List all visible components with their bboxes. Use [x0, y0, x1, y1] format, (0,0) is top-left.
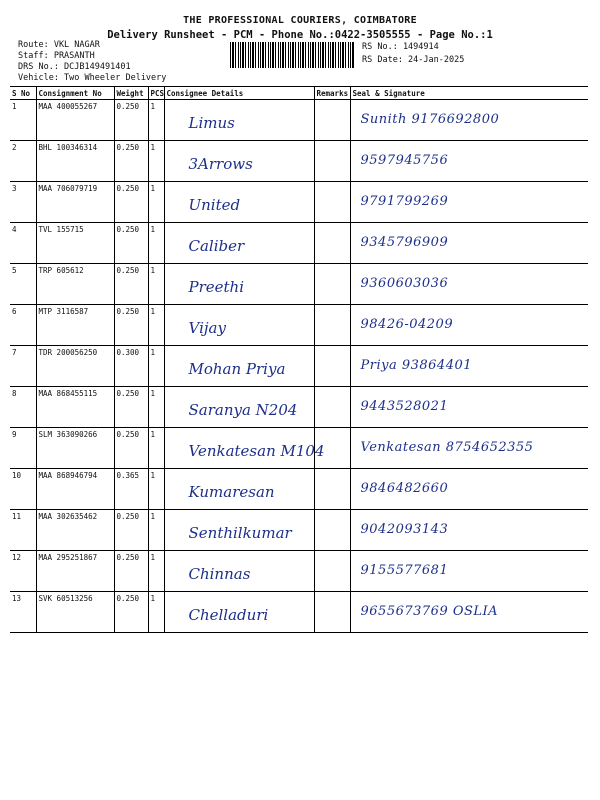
pcs-value: 1: [150, 102, 156, 111]
consignment-number: MAA 302635462: [38, 512, 98, 521]
col-header-consignment: Consignment No: [36, 87, 114, 100]
pcs-value: 1: [150, 225, 156, 234]
pcs-value: 1: [150, 389, 156, 398]
sheet-title: THE PROFESSIONAL COURIERS, COIMBATORE: [183, 15, 417, 26]
signature-handwriting: 9155577681: [360, 563, 449, 578]
rs-number: RS No.: 1494914: [362, 42, 439, 52]
consignment-number: MAA 400055267: [38, 102, 98, 111]
consignee-handwriting: Venkatesan M104: [188, 442, 325, 460]
remarks-cell: [314, 305, 350, 346]
consignee-handwriting: Kumaresan: [188, 483, 275, 501]
table-header-row: [10, 87, 588, 100]
table-row: [10, 387, 588, 428]
consignment-number: MAA 868455115: [38, 389, 98, 398]
remarks-cell: [314, 346, 350, 387]
consignee-handwriting: Caliber: [188, 237, 245, 255]
table-body: [10, 100, 588, 633]
row-sno: 6: [12, 307, 17, 316]
signature-handwriting: 9360603036: [360, 276, 449, 291]
pcs-value: 1: [150, 512, 156, 521]
row-sno: 13: [12, 594, 22, 603]
col-header-sno: S No: [10, 87, 36, 100]
consignee-handwriting: Chelladuri: [188, 606, 269, 624]
row-sno: 8: [12, 389, 17, 398]
row-sno: 12: [12, 553, 22, 562]
table-row: [10, 346, 588, 387]
consignment-number: MAA 295251867: [38, 553, 98, 562]
weight-value: 0.250: [116, 307, 140, 316]
table-row: [10, 264, 588, 305]
table-row: [10, 592, 588, 633]
row-sno: 5: [12, 266, 17, 275]
table-row: [10, 100, 588, 141]
row-sno: 11: [12, 512, 22, 521]
remarks-cell: [314, 100, 350, 141]
consignee-handwriting: Limus: [188, 114, 235, 132]
consignment-number: MTP 3116587: [38, 307, 89, 316]
table-row: [10, 469, 588, 510]
col-header-remarks: Remarks: [314, 87, 350, 100]
weight-value: 0.300: [116, 348, 140, 357]
weight-value: 0.250: [116, 102, 140, 111]
remarks-cell: [314, 592, 350, 633]
table-row: [10, 141, 588, 182]
delivery-table: [10, 86, 588, 633]
consignee-handwriting: 3Arrows: [188, 155, 253, 173]
pcs-value: 1: [150, 266, 156, 275]
consignment-number: TDR 200056250: [38, 348, 98, 357]
weight-value: 0.250: [116, 430, 140, 439]
table-row: [10, 223, 588, 264]
remarks-cell: [314, 469, 350, 510]
remarks-cell: [314, 141, 350, 182]
row-sno: 1: [12, 102, 17, 111]
consignment-number: SVK 60513256: [38, 594, 93, 603]
signature-handwriting: Sunith 9176692800: [360, 112, 500, 127]
row-sno: 9: [12, 430, 17, 439]
weight-value: 0.250: [116, 594, 140, 603]
col-header-signature: Seal & Signature: [350, 87, 588, 100]
table-row: [10, 182, 588, 223]
signature-handwriting: 98426-04209: [360, 317, 454, 332]
pcs-value: 1: [150, 553, 156, 562]
consignment-number: MAA 706079719: [38, 184, 98, 193]
col-header-pcs: PCS: [148, 87, 164, 100]
weight-value: 0.250: [116, 225, 140, 234]
remarks-cell: [314, 387, 350, 428]
consignment-number: TVL 155715: [38, 225, 84, 234]
row-sno: 4: [12, 225, 17, 234]
consignment-number: TRP 605612: [38, 266, 84, 275]
consignee-handwriting: Chinnas: [188, 565, 251, 583]
runsheet-subtitle: Delivery Runsheet - PCM - Phone No.:0422-3505555 - Page No.:1: [107, 29, 493, 41]
pcs-value: 1: [150, 471, 156, 480]
weight-value: 0.250: [116, 143, 140, 152]
remarks-cell: [314, 551, 350, 592]
weight-value: 0.250: [116, 512, 140, 521]
drs-number: DRS No.: DCJB149491401: [18, 62, 131, 72]
signature-handwriting: Priya 93864401: [360, 358, 473, 373]
vehicle-label: Vehicle: Two Wheeler Delivery: [18, 73, 167, 83]
consignment-number: MAA 868946794: [38, 471, 98, 480]
remarks-cell: [314, 510, 350, 551]
weight-value: 0.250: [116, 389, 140, 398]
consignee-handwriting: Mohan Priya: [188, 360, 286, 378]
consignment-number: BHL 100346314: [38, 143, 98, 152]
weight-value: 0.250: [116, 266, 140, 275]
signature-handwriting: 9791799269: [360, 194, 449, 209]
signature-handwriting: 9042093143: [360, 522, 449, 537]
col-header-consignee: Consignee Details: [164, 87, 314, 100]
consignee-handwriting: Saranya N204: [188, 401, 298, 419]
weight-value: 0.365: [116, 471, 140, 480]
consignee-handwriting: United: [188, 196, 241, 214]
remarks-cell: [314, 264, 350, 305]
remarks-cell: [314, 182, 350, 223]
weight-value: 0.250: [116, 184, 140, 193]
signature-handwriting: 9345796909: [360, 235, 449, 250]
pcs-value: 1: [150, 430, 156, 439]
consignee-handwriting: Preethi: [188, 278, 245, 296]
signature-handwriting: 9443528021: [360, 399, 449, 414]
signature-handwriting: 9846482660: [360, 481, 449, 496]
table-row: [10, 510, 588, 551]
row-sno: 10: [12, 471, 22, 480]
consignee-handwriting: Vijay: [188, 319, 226, 337]
pcs-value: 1: [150, 594, 156, 603]
row-sno: 7: [12, 348, 17, 357]
pcs-value: 1: [150, 184, 156, 193]
table-row: [10, 551, 588, 592]
signature-handwriting: Venkatesan 8754652355: [360, 440, 534, 455]
row-sno: 3: [12, 184, 17, 193]
col-header-weight: Weight: [114, 87, 148, 100]
table-row: [10, 305, 588, 346]
signature-handwriting: 9655673769 OSLIA: [360, 604, 499, 619]
pcs-value: 1: [150, 143, 156, 152]
signature-handwriting: 9597945756: [360, 153, 449, 168]
consignment-number: SLM 363090266: [38, 430, 98, 439]
consignee-handwriting: Senthilkumar: [188, 524, 292, 542]
barcode: [230, 42, 355, 68]
table-row: [10, 428, 588, 469]
rs-date: RS Date: 24-Jan-2025: [362, 55, 465, 65]
pcs-value: 1: [150, 307, 156, 316]
remarks-cell: [314, 223, 350, 264]
staff-label: Staff: PRASANTH: [18, 51, 95, 61]
pcs-value: 1: [150, 348, 156, 357]
row-sno: 2: [12, 143, 17, 152]
route-label: Route: VKL NAGAR: [18, 40, 100, 50]
weight-value: 0.250: [116, 553, 140, 562]
